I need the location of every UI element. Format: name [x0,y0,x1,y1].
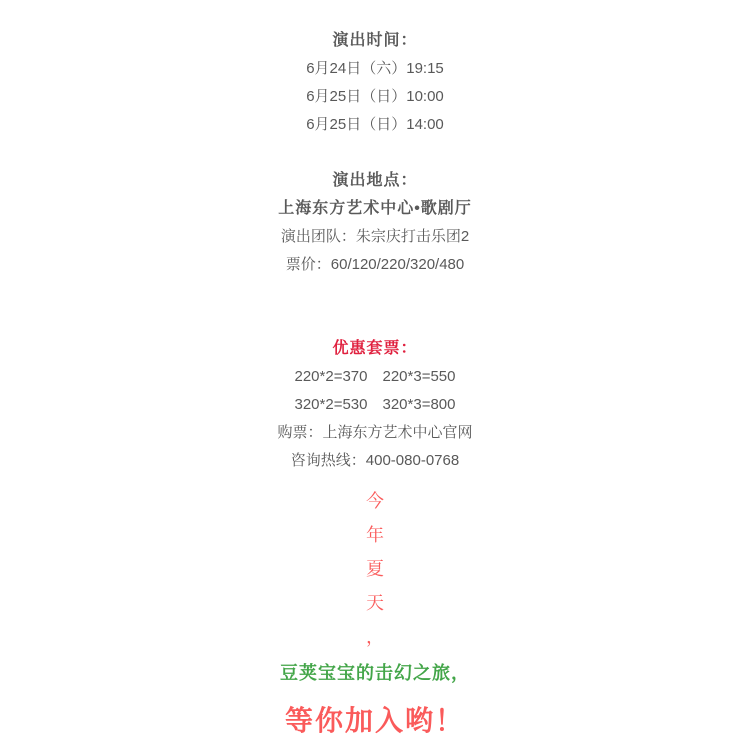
section-spacer [0,139,750,167]
vertical-char-2: 年 [366,525,384,545]
showtime-line-3: 6月25日（日）14:00 [306,116,444,133]
vertical-char-4: 天 [366,593,384,613]
discount-heading: 优惠套票： [332,340,418,357]
purchase-channel: 购票：上海东方艺术中心官网 [277,424,473,441]
venue-name: 上海东方艺术中心•歌剧厅 [278,200,472,217]
showtime-line-1: 6月24日（六）19:15 [306,60,444,77]
ticket-prices: 票价：60/120/220/320/480 [285,256,465,273]
discount-bundle-line-1: 220*2=370 220*3=550 [294,368,456,385]
discount-bundle-line-2: 320*2=530 320*3=800 [294,396,456,413]
venue-heading: 演出地点： [332,172,418,189]
cta-line: 等你加入哟！ [284,705,465,736]
showtime-heading: 演出时间： [332,32,418,49]
vertical-char-5: ， [366,627,384,647]
vertical-teaser-block [0,484,750,654]
tagline: 豆荚宝宝的击幻之旅， [280,663,470,683]
vertical-char-3: 夏 [366,559,384,579]
section-spacer [0,279,750,335]
vertical-char-1: 今 [366,491,384,511]
showtime-line-2: 6月25日（日）10:00 [306,88,444,105]
hotline-number: 咨询热线：400-080-0768 [290,452,460,469]
performing-team: 演出团队：朱宗庆打击乐团2 [280,228,470,245]
